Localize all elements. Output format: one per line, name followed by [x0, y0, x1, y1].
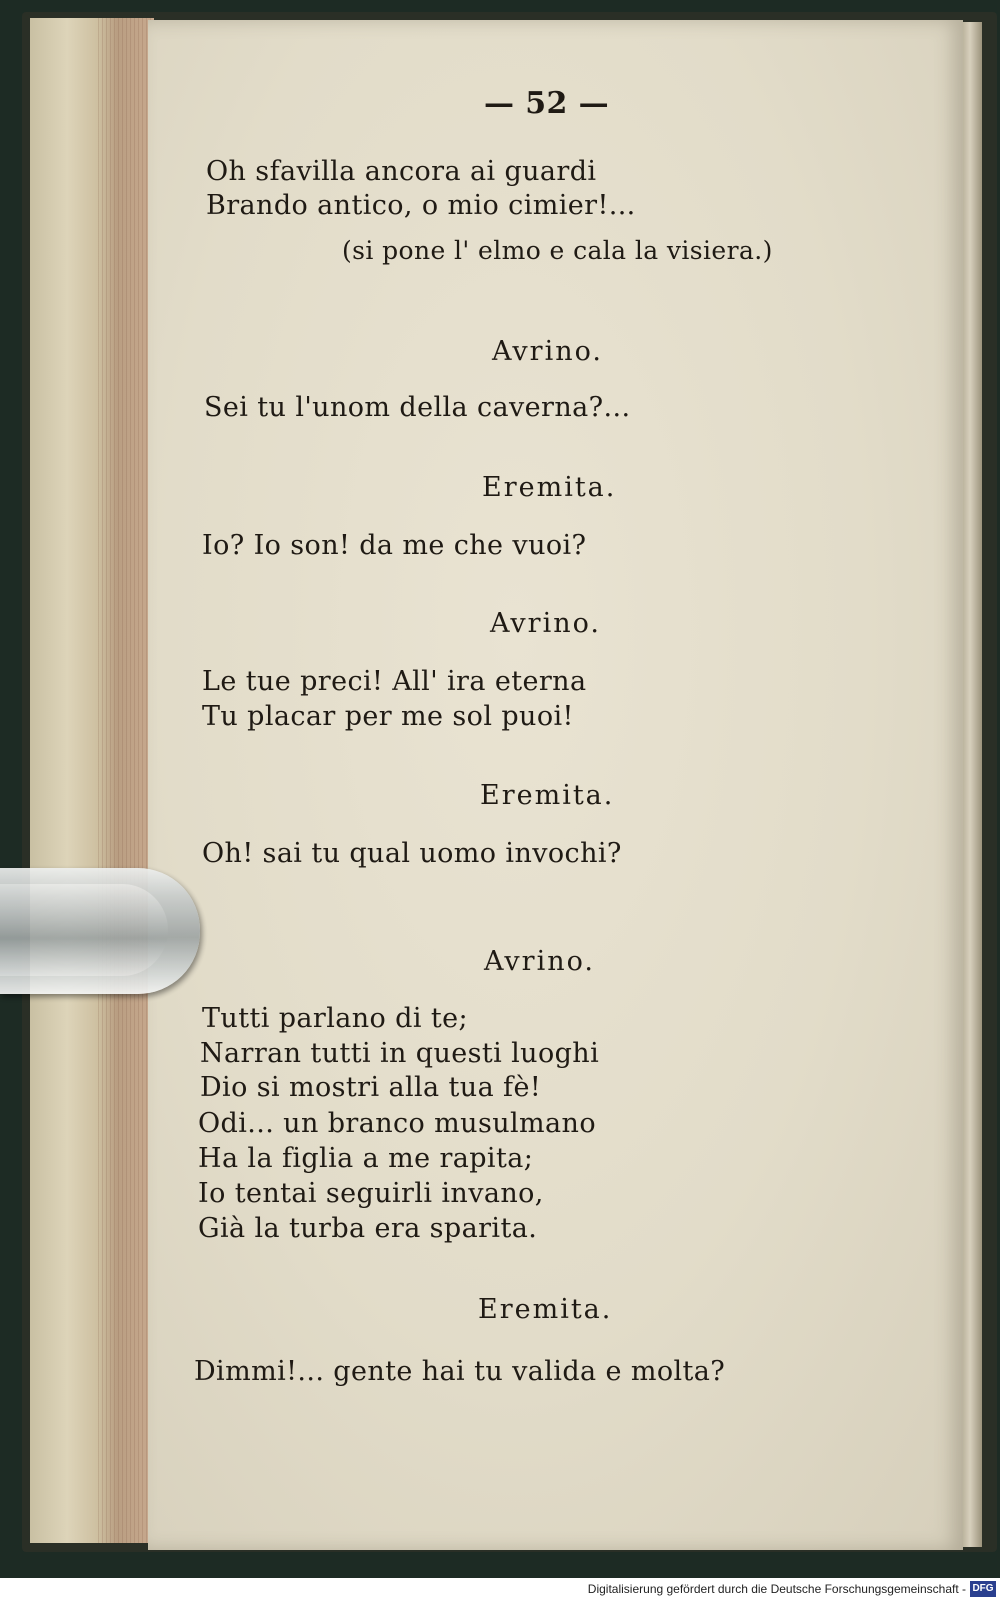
clip-highlight	[0, 884, 168, 976]
speaker-name: Avrino.	[492, 336, 603, 367]
verse-line: Odi... un branco musulmano	[198, 1108, 596, 1139]
verse-line: Narran tutti in questi luoghi	[200, 1038, 600, 1069]
verse-line: Dimmi!... gente hai tu valida e molta?	[194, 1356, 726, 1387]
speaker-name: Avrino.	[484, 946, 595, 977]
verse-line: Io? Io son! da me che vuoi?	[202, 530, 587, 561]
dfg-logo: DFG	[970, 1581, 996, 1597]
verse-line: Tutti parlano di te;	[202, 1003, 468, 1034]
verse-line: Sei tu l'unom della caverna?...	[204, 392, 631, 423]
speaker-name: Eremita.	[482, 472, 617, 503]
speaker-name: Avrino.	[490, 608, 601, 639]
show-through-text	[788, 270, 1000, 1490]
page-number: — 52 —	[484, 86, 610, 121]
verse-line: Io tentai seguirli invano,	[198, 1178, 544, 1209]
speaker-name: Eremita.	[478, 1294, 613, 1325]
verse-line: Oh! sai tu qual uomo invochi?	[202, 838, 622, 869]
footer-bar	[0, 1578, 1000, 1602]
verse-line: Già la turba era sparita.	[198, 1213, 538, 1244]
speaker-name: Eremita.	[480, 780, 615, 811]
verse-line: Ha la figlia a me rapita;	[198, 1143, 534, 1174]
stage-direction: (si pone l' elmo e cala la visiera.)	[342, 236, 773, 265]
footer-credit: Digitalisierung gefördert durch die Deutsche Forschungsgemeinschaft -	[587, 1582, 966, 1596]
page-edges	[98, 18, 154, 1543]
verse-line: Tu placar per me sol puoi!	[202, 701, 574, 732]
verse-line: Le tue preci! All' ira eterna	[202, 666, 587, 697]
verse-line: Dio si mostri alla tua fè!	[200, 1072, 542, 1103]
verse-line: Oh sfavilla ancora ai guardi	[206, 156, 597, 187]
verse-line: Brando antico, o mio cimier!...	[206, 190, 636, 221]
page-holder-clip	[0, 868, 200, 994]
